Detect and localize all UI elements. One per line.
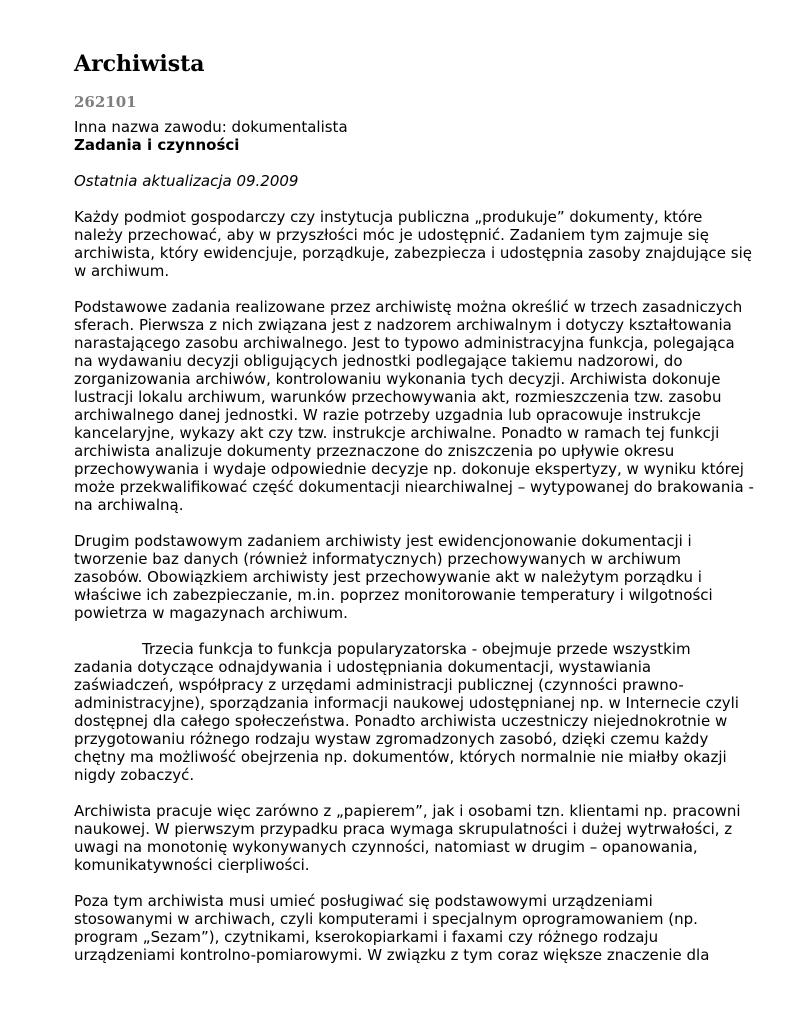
paragraph-equipment: Poza tym archiwista musi umieć posługiwać się podstawowymi urządzeniami stosowanymi w archiwach, czyli komputerami i specjalnym oprogramowaniem (np. program „Sezam”), czytnikami, kserokopiarkami i faxami czy różnego rodzaju urządzeniami kontrolno-pomiarowymi. W związku z tym coraz większe znaczenie dla (74, 892, 710, 964)
document-page (74, 50, 754, 964)
section-heading: Zadania i czynności (74, 136, 240, 154)
alternative-name: Inna nazwa zawodu: dokumentalista (74, 118, 348, 136)
paragraph-work-nature: Archiwista pracuje więc zarówno z „papierem”, jak i osobami tzn. klientami np. pracowni naukowej. W pierwszym przypadku praca wymaga skrupulatności i dużej wytrwałości, z uwagi na monotonię wykonywanych czynności, natomiast w drugim – opanowania, komunikatywności cierpliwości. (74, 802, 741, 874)
last-update: Ostatnia aktualizacja 09.2009 (74, 172, 299, 190)
page-title: Archiwista (74, 51, 205, 77)
occupation-code: 262101 (74, 93, 137, 111)
paragraph-second-sphere: Drugim podstawowym zadaniem archiwisty jest ewidencjonowanie dokumentacji i tworzenie baz danych (również informatycznych) przechowywanych w archiwum zasobów. Obowiązkiem archiwisty jest przechowywanie akt w należytym porządku i właściwe ich zabezpieczanie, m.in. poprzez monitorowanie temperatury i wilgotności powietrza w magazynach archiwum. (74, 532, 713, 622)
paragraph-intro: Każdy podmiot gospodarczy czy instytucja publiczna „produkuje” dokumenty, które należy przechować, aby w przyszłości móc je udostępnić. Zadaniem tym zajmuje się archiwista, który ewidencjuje, porządkuje, zabezpiecza i udostępnia zasoby znajdujące się w archiwum. (74, 208, 752, 280)
paragraph-first-sphere: Podstawowe zadania realizowane przez archiwistę można określić w trzech zasadniczych sferach. Pierwsza z nich związana jest z nadzorem archiwalnym i dotyczy kształtowania narastającego zasobu archiwalnego. Jest to typowo administracyjna funkcja, polegająca na wydawaniu decyzji obligujących jednostki podlegające takiemu nadzorowi, do zorganizowania archiwów, kontrolowaniu wykonania tych decyzji. Archiwista dokonuje lustracji lokalu archiwum, warunków przechowywania akt, rozmieszczenia tzw. zasobu archiwalnego danej jednostki. W razie potrzeby uzgadnia lub opracowuje instrukcje kancelaryjne, wykazy akt czy tzw. instrukcje archiwalne. Ponadto w ramach tej funkcji archiwista analizuje dokumenty przeznaczone do zniszczenia po upływie okresu przechowywania i wydaje odpowiednie decyzje np. dokonuje ekspertyzy, w wyniku której może przekwalifikować część dokumentacji niearchiwalnej – wytypowanej do brakowania - na archiwalną. (74, 298, 754, 514)
paragraph-third-sphere: Trzecia funkcja to funkcja popularyzatorska - obejmuje przede wszystkim zadania dotyczące odnajdywania i udostępniania dokumentacji, wystawiania zaświadczeń, współpracy z urzędami administracji publicznej (czynności prawno-administracyjne), sporządzania informacji naukowej udostępnianej np. w Internecie czyli dostępnej dla całego społeczeństwa. Ponadto archiwista uczestniczy niejednokrotnie w przygotowaniu różnego rodzaju wystaw zgromadzonych zasobó, dzięki czemu każdy chętny ma możliwość obejrzenia np. dokumentów, których normalnie nie miałby okazji nigdy zobaczyć. (74, 640, 739, 784)
